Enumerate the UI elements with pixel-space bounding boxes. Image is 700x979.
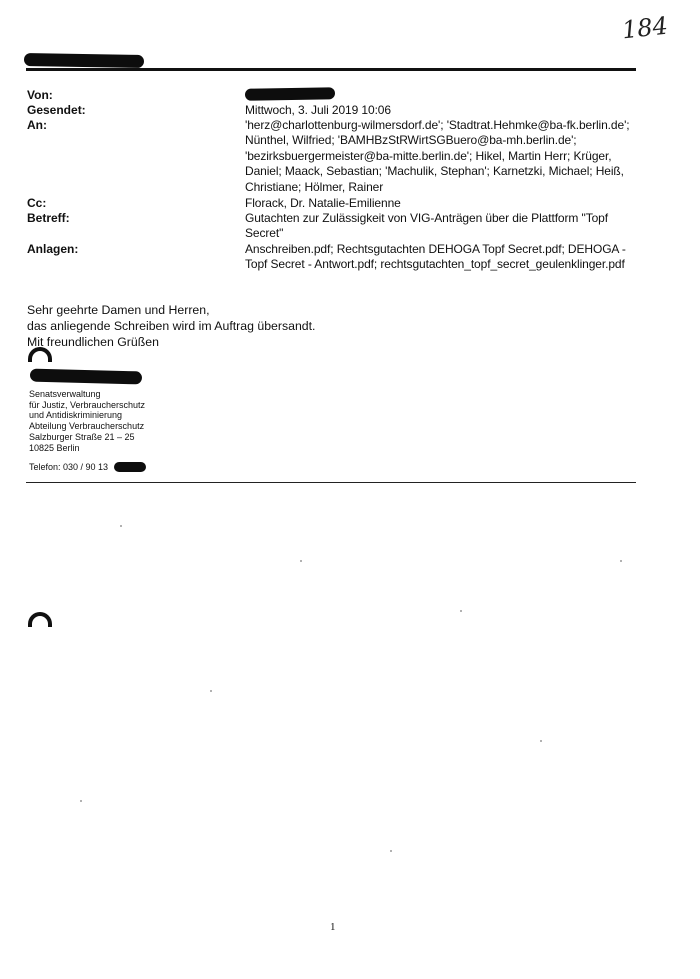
an-line: Nünthel, Wilfried; 'BAMHBzStRWirtSGBuero@ba-mh.berlin.de'; xyxy=(245,133,577,148)
scan-speck xyxy=(210,690,212,692)
redaction-signature-name xyxy=(30,369,142,385)
an-line: 'herz@charlottenburg-wilmersdorf.de'; 'Stadtrat.Hehmke@ba-fk.berlin.de'; xyxy=(245,118,630,132)
signature-line: Abteilung Verbraucherschutz xyxy=(29,421,145,432)
an-line: Christiane; Hölmer, Rainer xyxy=(245,179,384,194)
anlagen-value xyxy=(245,242,637,273)
scan-speck xyxy=(120,525,122,527)
anlagen-label: Anlagen: xyxy=(27,242,79,256)
betreff-line: Secret" xyxy=(245,226,284,241)
scan-speck xyxy=(300,560,302,562)
betreff-label: Betreff: xyxy=(27,211,70,225)
footer-rule xyxy=(26,482,636,483)
handwritten-page-number: 184 xyxy=(620,11,670,45)
betreff-value xyxy=(245,211,637,242)
hole-punch-mark-icon xyxy=(28,612,52,627)
signature-line: Senatsverwaltung xyxy=(29,389,101,399)
salutation: Sehr geehrte Damen und Herren, xyxy=(27,303,210,317)
an-line: Daniel; Maack, Sebastian; 'Machulik, Stephan'; Karnetzki, Michael; Heiß, xyxy=(245,164,624,179)
scan-speck xyxy=(460,610,462,612)
an-label: An: xyxy=(27,118,47,132)
cc-label: Cc: xyxy=(27,196,47,210)
signature-line: Salzburger Straße 21 – 25 xyxy=(29,431,135,442)
signature-line: 10825 Berlin xyxy=(29,442,80,453)
gesendet-label: Gesendet: xyxy=(27,103,86,117)
signature-line: für Justiz, Verbraucherschutz xyxy=(29,399,146,410)
redaction-von-value xyxy=(245,87,335,101)
an-value xyxy=(245,118,637,195)
attachment-line: Topf Secret - Antwort.pdf; rechtsgutachten_topf_secret_geulenklinger.pdf xyxy=(245,257,625,272)
gesendet-value: Mittwoch, 3. Juli 2019 10:06 xyxy=(245,103,391,117)
scan-speck xyxy=(390,850,392,852)
redaction-sender-top xyxy=(24,53,144,68)
betreff-line: Gutachten zur Zulässigkeit von VIG-Anträgen über die Plattform "Topf xyxy=(245,211,608,225)
signature-line: und Antidiskriminierung xyxy=(29,410,123,421)
cc-value: Florack, Dr. Natalie-Emilienne xyxy=(245,196,401,210)
scan-speck xyxy=(540,740,542,742)
signature-block xyxy=(29,389,249,453)
von-label: Von: xyxy=(27,88,53,102)
redaction-phone-extension xyxy=(114,462,146,472)
phone-number: Telefon: 030 / 90 13 xyxy=(29,462,109,472)
page-number: 1 xyxy=(330,921,336,933)
closing-text: Mit freundlichen Grüßen xyxy=(27,335,159,349)
scan-speck xyxy=(80,800,82,802)
attachment-line: Anschreiben.pdf; Rechtsgutachten DEHOGA Topf Secret.pdf; DEHOGA - xyxy=(245,242,626,256)
message-text: das anliegende Schreiben wird im Auftrag übersandt. xyxy=(27,319,316,333)
scan-speck xyxy=(620,560,622,562)
header-rule xyxy=(26,68,636,71)
an-line: 'bezirksbuergermeister@ba-mitte.berlin.de'; Hikel, Martin Herr; Krüger, xyxy=(245,148,612,163)
